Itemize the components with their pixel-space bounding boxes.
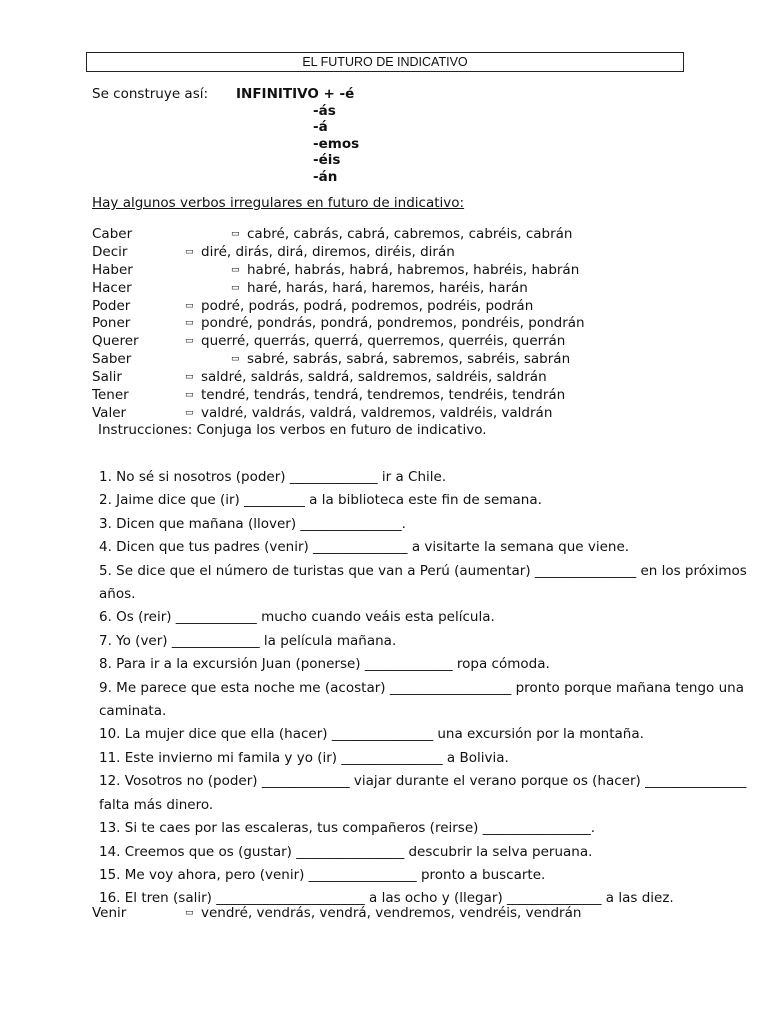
arrow-icon: ▭ bbox=[231, 229, 240, 239]
verb-row-venir bbox=[92, 904, 692, 922]
verb-forms: querré, querrás, querrá, querremos, querréis, querrán bbox=[201, 333, 566, 350]
verb-forms: podré, podrás, podrá, podremos, podréis, podrán bbox=[201, 297, 534, 314]
exercise-item: 14. Creemos que os (gustar) ________________ descubrir la selva peruana. bbox=[99, 843, 593, 860]
exercise-item: 9. Me parece que esta noche me (acostar) __________________ pronto porque mañana tengo una caminata. bbox=[99, 679, 744, 720]
verb-forms: saldré, saldrás, saldrá, saldremos, saldréis, saldrán bbox=[201, 369, 547, 386]
exercise-item: 6. Os (reir) ____________ mucho cuando veáis esta película. bbox=[99, 609, 495, 626]
exercise-item: 8. Para ir a la excursión Juan (ponerse) _____________ ropa cómoda. bbox=[99, 656, 550, 673]
exercise-item: 7. Yo (ver) _____________ la película mañana. bbox=[99, 632, 397, 649]
verb-name: Valer bbox=[92, 404, 127, 421]
arrow-icon: ▭ bbox=[231, 282, 240, 293]
verb-forms: sabré, sabrás, sabrá, sabremos, sabréis, sabrán bbox=[247, 351, 571, 368]
arrow-icon: ▭ bbox=[185, 318, 194, 329]
verb-name: Venir bbox=[92, 905, 127, 921]
exercise-item: 10. La mujer dice que ella (hacer) _______________ una excursión por la montaña. bbox=[99, 726, 644, 743]
arrow-icon: ▭ bbox=[185, 390, 194, 401]
exercise-item: 5. Se dice que el número de turistas que van a Perú (aumentar) _______________ en los próximos años. bbox=[99, 562, 747, 603]
ending-infinitive: INFINITIVO + -é bbox=[236, 86, 355, 102]
exercise-item: 4. Dicen que tus padres (venir) ______________ a visitarte la semana que viene. bbox=[99, 539, 630, 556]
instructions-text: Instrucciones: Conjuga los verbos en futuro de indicativo. bbox=[98, 422, 487, 438]
exercise-item: 1. No sé si nosotros (poder) _____________ ir a Chile. bbox=[99, 469, 447, 485]
page-title: EL FUTURO DE INDICATIVO bbox=[86, 52, 684, 72]
verb-name: Poder bbox=[92, 297, 131, 314]
ending-emos: -emos bbox=[313, 135, 360, 152]
exercise-item: 15. Me voy ahora, pero (venir) ________________ pronto a buscarte. bbox=[99, 866, 546, 883]
exercise-list bbox=[99, 466, 759, 911]
verb-forms: pondré, pondrás, pondrá, pondremos, pondréis, pondrán bbox=[201, 315, 585, 332]
verb-forms: habré, habrás, habrá, habremos, habréis, habrán bbox=[247, 261, 580, 278]
verb-name: Caber bbox=[92, 226, 133, 242]
verb-name: Salir bbox=[92, 369, 122, 386]
verb-forms: haré, harás, hará, haremos, haréis, harán bbox=[247, 279, 528, 296]
ending-as: -ás bbox=[313, 102, 336, 119]
ending-a: -á bbox=[313, 119, 328, 135]
ending-eis: -éis bbox=[313, 152, 341, 168]
arrow-icon: ▭ bbox=[185, 908, 194, 918]
exercise-item: 2. Jaime dice que (ir) _________ a la biblioteca este fin de semana. bbox=[99, 492, 542, 509]
construction-label: Se construye así: bbox=[92, 86, 209, 102]
verb-forms: diré, dirás, dirá, diremos, diréis, dirán bbox=[201, 243, 455, 260]
arrow-icon: ▭ bbox=[185, 246, 194, 257]
verb-forms: valdré, valdrás, valdrá, valdremos, valdréis, valdrán bbox=[201, 404, 553, 421]
verb-forms: vendré, vendrás, vendrá, vendremos, vendréis, vendrán bbox=[201, 905, 582, 921]
ending-an: -án bbox=[313, 168, 338, 185]
exercise-item: 13. Si te caes por las escaleras, tus compañeros (reirse) ________________. bbox=[99, 820, 595, 837]
exercise-item: 12. Vosotros no (poder) _____________ viajar durante el verano porque os (hacer) _______________ falta más dinero. bbox=[99, 773, 747, 813]
verb-name: Haber bbox=[92, 261, 133, 278]
arrow-icon: ▭ bbox=[231, 264, 240, 275]
verb-forms: cabré, cabrás, cabrá, cabremos, cabréis, cabrán bbox=[247, 226, 573, 242]
arrow-icon: ▭ bbox=[185, 300, 194, 311]
verb-name: Hacer bbox=[92, 279, 132, 296]
arrow-icon: ▭ bbox=[185, 372, 194, 383]
construction-endings bbox=[236, 86, 359, 185]
exercise-item: 11. Este invierno mi famila y yo (ir) _______________ a Bolivia. bbox=[99, 749, 509, 766]
verb-name: Saber bbox=[92, 351, 132, 368]
verb-forms: tendré, tendrás, tendrá, tendremos, tendréis, tendrán bbox=[201, 387, 566, 404]
verb-name: Tener bbox=[92, 387, 129, 404]
arrow-icon: ▭ bbox=[185, 336, 194, 347]
verb-name: Decir bbox=[92, 243, 128, 260]
irregular-verbs-heading: Hay algunos verbos irregulares en futuro de indicativo: bbox=[92, 195, 465, 211]
exercise-item: 16. El tren (salir) ______________________ a las ocho y (llegar) ______________ a las diez. bbox=[99, 890, 674, 907]
verb-name: Poner bbox=[92, 315, 131, 332]
arrow-icon: ▭ bbox=[185, 407, 194, 418]
verb-name: Querer bbox=[92, 333, 139, 350]
arrow-icon: ▭ bbox=[231, 354, 240, 365]
exercise-item: 3. Dicen que mañana (llover) _______________. bbox=[99, 515, 406, 532]
